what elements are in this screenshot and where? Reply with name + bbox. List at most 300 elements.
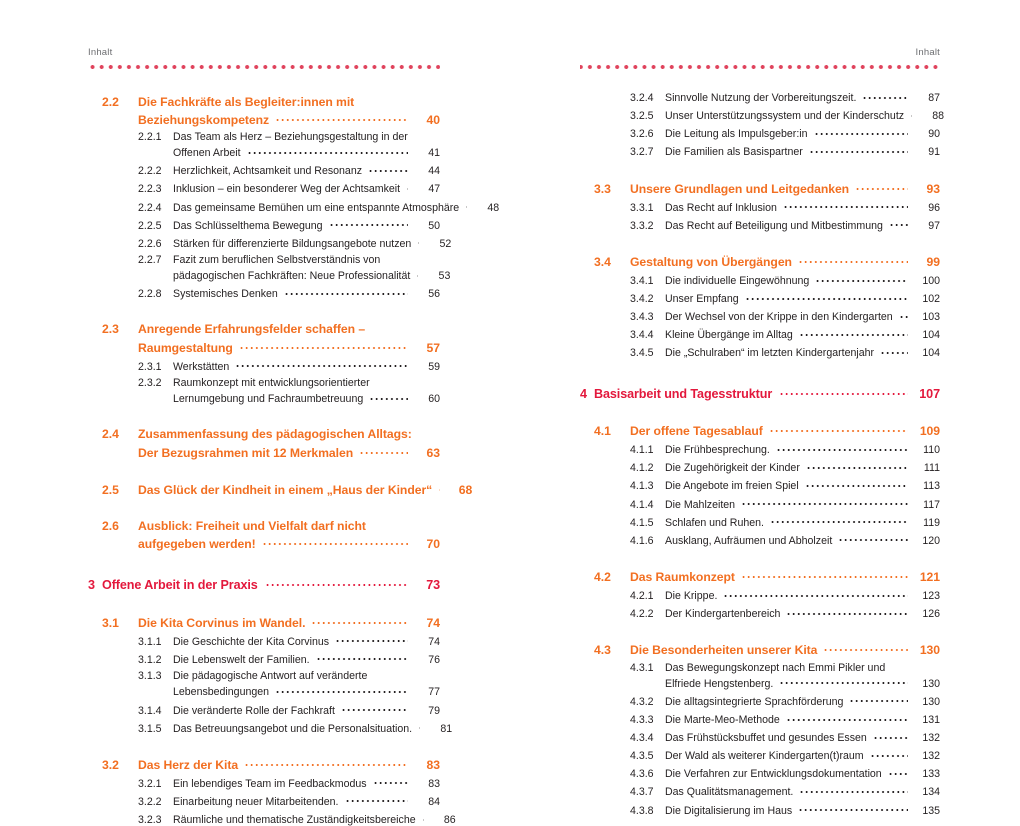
toc-entry-page-number: 130 (910, 696, 940, 708)
toc-entry-number: 3.2.6 (630, 128, 665, 140)
toc-entry-body (665, 515, 940, 529)
toc-entry-number: 2.6 (102, 519, 138, 533)
leader-dots (463, 200, 469, 211)
leader-dots (860, 91, 910, 102)
toc-entry-2-2[interactable] (88, 95, 440, 127)
toc-entry-body (665, 785, 940, 799)
toc-entry-body (173, 652, 440, 666)
toc-entry-body (173, 359, 440, 373)
toc-entry-page-number: 86 (426, 814, 456, 826)
toc-entry-4-1-6[interactable] (580, 533, 940, 547)
toc-entry-body (665, 200, 940, 214)
toc-entry-page-number: 79 (410, 705, 440, 717)
toc-entry-body (665, 346, 940, 360)
toc-entry-number: 3.4 (594, 255, 630, 269)
toc-entry-title: Die „Schulraben“ im letzten Kindergartenjahr (665, 347, 878, 359)
toc-entry-number: 4.1.1 (630, 444, 665, 456)
toc-entry-title-continued: Der Bezugsrahmen mit 12 Merkmalen (138, 446, 357, 460)
toc-entry-page-number: 90 (910, 128, 940, 140)
toc-entry-body (665, 109, 940, 123)
toc-entry-body (665, 479, 940, 493)
toc-entry-4-1[interactable] (580, 423, 940, 438)
toc-entry-body (173, 670, 440, 698)
toc-entry-4-3-8[interactable] (580, 803, 940, 817)
toc-entry-number: 4.3.4 (630, 732, 665, 744)
toc-entry-number: 4.2 (594, 570, 630, 584)
toc-entry-number: 2.2.3 (138, 183, 173, 195)
toc-entry-page-number: 68 (442, 483, 472, 497)
toc-entry-body (173, 794, 440, 808)
toc-entry-3-2-2[interactable] (88, 794, 440, 808)
toc-entry-3-2-4[interactable] (580, 91, 940, 105)
toc-entry-title: Die Zugehörigkeit der Kinder (665, 462, 804, 474)
toc-entry-2-2-7[interactable] (88, 254, 440, 282)
toc-entry-title: Systemisches Denken (173, 288, 282, 300)
toc-entry-4-3-5[interactable] (580, 749, 940, 763)
toc-entry-page-number: 120 (910, 535, 940, 547)
toc-entry-page-number: 93 (910, 182, 940, 196)
toc-entry-page-number: 123 (910, 590, 940, 602)
toc-entry-number: 3.2.2 (138, 796, 173, 808)
toc-entry-3-3-1[interactable] (580, 200, 940, 214)
leader-dots (774, 443, 910, 454)
toc-entry-number: 3 (88, 578, 102, 592)
toc-entry-number: 3.1.5 (138, 723, 173, 735)
toc-entry-body (665, 607, 940, 621)
toc-entry-page-number: 130 (910, 678, 940, 690)
leader-dots (768, 515, 910, 526)
leader-dots (414, 269, 420, 280)
toc-entry-title: Die individuelle Eingewöhnung (665, 275, 813, 287)
leader-dots (436, 482, 442, 494)
toc-entry-title: Anregende Erfahrungsfelder schaffen – (138, 322, 369, 336)
leader-dots (797, 328, 910, 339)
leader-dots (807, 145, 910, 156)
toc-entry-title: Werkstätten (173, 361, 233, 373)
toc-entry-page-number: 57 (410, 341, 440, 355)
toc-entry-page-number: 53 (420, 270, 450, 282)
toc-entry-body (594, 385, 940, 401)
toc-entry-body (173, 236, 440, 250)
toc-entry-page-number: 121 (910, 570, 940, 584)
toc-entry-title: Der offene Tagesablauf (630, 424, 767, 438)
left-page (0, 0, 510, 713)
toc-entry-page-number: 60 (410, 393, 440, 405)
toc-entry-3-3[interactable] (580, 180, 940, 195)
toc-entry-number: 4.2.2 (630, 608, 665, 620)
toc-entry-body (630, 423, 940, 438)
toc-entry-page-number: 109 (910, 424, 940, 438)
toc-entry-4-3-7[interactable] (580, 785, 940, 799)
leader-dots (371, 776, 410, 787)
toc-entry-number: 3.3 (594, 182, 630, 196)
toc-entry-number: 4.3.2 (630, 696, 665, 708)
toc-entry-number: 4.1.4 (630, 499, 665, 511)
toc-entry-body (173, 131, 440, 159)
toc-entry-body (665, 127, 940, 141)
toc-list-left (88, 95, 440, 826)
toc-entry-3-4-4[interactable] (580, 328, 940, 342)
toc-entry-number: 4.3.8 (630, 805, 665, 817)
toc-entry-page-number: 84 (410, 796, 440, 808)
toc-entry-page-number: 132 (910, 750, 940, 762)
toc-entry-4-1-3[interactable] (580, 479, 940, 493)
toc-entry-title: Räumliche und thematische Zuständigkeitsbereiche (173, 814, 420, 826)
toc-entry-4-1-1[interactable] (580, 443, 940, 457)
toc-entry-3-2-3[interactable] (88, 813, 440, 826)
toc-entry-number: 2.3.2 (138, 377, 173, 389)
leader-dots (777, 385, 910, 398)
toc-entry-number: 3.4.3 (630, 311, 665, 323)
toc-entry-page-number: 52 (421, 238, 451, 250)
toc-entry-body (138, 322, 440, 354)
leader-dots (777, 676, 910, 687)
toc-entry-title: Das Glück der Kindheit in einem „Haus der Kinder“ (138, 483, 436, 497)
toc-entry-2-2-5[interactable] (88, 218, 440, 232)
toc-entry-2-5[interactable] (88, 482, 440, 497)
toc-entry-number: 3.4.1 (630, 275, 665, 287)
toc-entry-title-continued: Lebensbedingungen (173, 686, 273, 698)
leader-dots (260, 536, 410, 548)
toc-entry-2-4[interactable] (88, 427, 440, 459)
toc-entry-3-2-1[interactable] (88, 776, 440, 790)
toc-entry-2-3[interactable] (88, 322, 440, 354)
toc-entry-title: Inklusion – ein besonderer Weg der Achtsamkeit (173, 183, 404, 195)
leader-dots (314, 652, 410, 663)
toc-entry-title-continued: pädagogischen Fachkräften: Neue Professionalität (173, 270, 414, 282)
toc-entry-body (665, 292, 940, 306)
toc-entry-page-number: 87 (910, 92, 940, 104)
toc-entry-page-number: 102 (910, 293, 940, 305)
running-head-right: Inhalt (580, 0, 940, 58)
toc-entry-title: Die pädagogische Antwort auf veränderte (173, 670, 371, 682)
leader-dots (796, 254, 910, 266)
toc-entry-number: 4.3.6 (630, 768, 665, 780)
toc-entry-title-continued: aufgegeben werden! (138, 537, 260, 551)
toc-entry-number: 2.2.1 (138, 131, 173, 143)
toc-entry-3-2-6[interactable] (580, 127, 940, 141)
leader-dots (878, 346, 910, 357)
toc-entry-title: Die Mahlzeiten (665, 499, 739, 511)
toc-entry-title: Unser Empfang (665, 293, 743, 305)
toc-entry-body (630, 180, 940, 195)
toc-entry-page-number: 135 (910, 805, 940, 817)
toc-entry-page-number: 111 (910, 462, 940, 474)
leader-dots (721, 588, 910, 599)
leader-dots (804, 461, 910, 472)
toc-entry-title: Das Qualitätsmanagement. (665, 786, 797, 798)
toc-entry-title: Die Angebote im freien Spiel (665, 480, 803, 492)
toc-entry-title: Das Raumkonzept (630, 570, 739, 584)
toc-entry-body (102, 577, 440, 593)
toc-entry-4-2[interactable] (580, 569, 940, 584)
leader-dots (242, 757, 410, 769)
toc-entry-page-number: 132 (910, 732, 940, 744)
toc-entry-3-4-3[interactable] (580, 310, 940, 324)
toc-entry-3-4[interactable] (580, 254, 940, 269)
toc-entry-number: 3.1.2 (138, 654, 173, 666)
toc-entry-number: 4.3.5 (630, 750, 665, 762)
toc-entry-number: 2.2 (102, 95, 138, 109)
toc-entry-number: 2.2.2 (138, 165, 173, 177)
toc-entry-number: 2.3 (102, 322, 138, 336)
toc-entry-page-number: 83 (410, 778, 440, 790)
toc-entry-body (630, 254, 940, 269)
toc-entry-number: 3.4.2 (630, 293, 665, 305)
toc-entry-page-number: 104 (910, 329, 940, 341)
leader-dots (868, 749, 910, 760)
toc-entry-number: 3.2.4 (630, 92, 665, 104)
toc-entry-page-number: 41 (410, 147, 440, 159)
toc-entry-body (173, 200, 440, 214)
leader-dots (327, 218, 410, 229)
toc-entry-number: 2.5 (102, 483, 138, 497)
toc-entry-2-2-6[interactable] (88, 236, 440, 250)
toc-entry-body (665, 273, 940, 287)
toc-entry-3-2[interactable] (88, 757, 440, 772)
toc-entry-number: 2.2.5 (138, 220, 173, 232)
leader-dots (836, 533, 910, 544)
toc-entry-page-number: 74 (410, 636, 440, 648)
toc-entry-3-1-3[interactable] (88, 670, 440, 698)
toc-entry-body (173, 377, 440, 405)
toc-entry-2-3-1[interactable] (88, 359, 440, 373)
toc-entry-3-4-5[interactable] (580, 346, 940, 360)
leader-dots (420, 813, 426, 824)
toc-entry-title: Die Leitung als Impulsgeber:in (665, 128, 812, 140)
toc-entry-title-continued: Elfriede Hengstenberg. (665, 678, 777, 690)
toc-entry-4-2-1[interactable] (580, 588, 940, 602)
leader-dots (821, 642, 910, 654)
toc-entry-title: Ein lebendiges Team im Feedbackmodus (173, 778, 371, 790)
toc-entry-2-2-2[interactable] (88, 164, 440, 178)
toc-entry-3-2-5[interactable] (580, 109, 940, 123)
toc-entry-page-number: 73 (410, 578, 440, 592)
toc-entry-title: Unsere Grundlagen und Leitgedanken (630, 182, 853, 196)
toc-entry-4-3-4[interactable] (580, 731, 940, 745)
toc-entry-number: 3.2.1 (138, 778, 173, 790)
toc-entry-3[interactable] (88, 577, 440, 593)
toc-entry-body (665, 749, 940, 763)
toc-entry-title: Basisarbeit und Tagesstruktur (594, 387, 777, 401)
toc-entry-body (173, 218, 440, 232)
toc-entry-title: Das Schlüsselthema Bewegung (173, 220, 327, 232)
leader-dots (908, 109, 914, 120)
toc-entry-body (630, 569, 940, 584)
toc-entry-body (665, 588, 940, 602)
toc-entry-title: Das Recht auf Beteiligung und Mitbestimmung (665, 220, 887, 232)
leader-dots (357, 444, 410, 456)
toc-entry-4-1-2[interactable] (580, 461, 940, 475)
toc-entry-page-number: 103 (910, 311, 940, 323)
toc-entry-page-number: 113 (910, 480, 940, 492)
toc-entry-page-number: 117 (910, 499, 940, 511)
leader-dots (415, 236, 421, 247)
toc-entry-3-1-1[interactable] (88, 634, 440, 648)
toc-entry-number: 4 (580, 387, 594, 401)
toc-entry-body (665, 713, 940, 727)
toc-entry-number: 4.2.1 (630, 590, 665, 602)
toc-entry-title: Ausklang, Aufräumen und Abholzeit (665, 535, 836, 547)
toc-entry-number: 3.2.3 (138, 814, 173, 826)
toc-entry-body (665, 731, 940, 745)
leader-dots (367, 392, 410, 403)
toc-entry-body (665, 533, 940, 547)
toc-entry-body (665, 662, 940, 690)
toc-entry-title: Unser Unterstützungssystem und der Kinderschutz (665, 110, 908, 122)
leader-dots (343, 794, 411, 805)
toc-entry-title: Die Frühbesprechung. (665, 444, 774, 456)
leader-dots (784, 607, 910, 618)
toc-entry-number: 3.1.1 (138, 636, 173, 648)
toc-entry-page-number: 134 (910, 786, 940, 798)
toc-entry-body (138, 427, 440, 459)
toc-entry-body (173, 776, 440, 790)
leader-dots (743, 292, 910, 303)
toc-entry-body (138, 482, 440, 497)
toc-list-right (580, 91, 940, 817)
toc-entry-title: Das Herz der Kita (138, 758, 242, 772)
toc-entry-2-6[interactable] (88, 519, 440, 551)
toc-entry-number: 4.1.6 (630, 535, 665, 547)
toc-entry-page-number: 40 (410, 113, 440, 127)
toc-entry-page-number: 56 (410, 288, 440, 300)
toc-entry-title: Fazit zum beruflichen Selbstverständnis von (173, 254, 384, 266)
toc-entry-page-number: 83 (410, 758, 440, 772)
toc-entry-3-4-2[interactable] (580, 292, 940, 306)
toc-entry-number: 3.2.7 (630, 146, 665, 158)
leader-dots (803, 479, 910, 490)
toc-entry-body (173, 164, 440, 178)
leader-dots (887, 218, 910, 229)
toc-entry-page-number: 59 (410, 361, 440, 373)
toc-entry-number: 3.4.5 (630, 347, 665, 359)
toc-entry-title: Die veränderte Rolle der Fachkraft (173, 705, 339, 717)
toc-entry-title: Das gemeinsame Bemühen um eine entspannte Atmosphäre (173, 202, 463, 214)
toc-entry-body (665, 767, 940, 781)
toc-entry-title-continued: Offenen Arbeit (173, 147, 245, 159)
toc-entry-body (173, 287, 440, 301)
toc-entry-page-number: 130 (910, 643, 940, 657)
toc-entry-page-number: 70 (410, 537, 440, 551)
toc-entry-title: Ausblick: Freiheit und Vielfalt darf nicht (138, 519, 370, 533)
toc-entry-number: 4.3 (594, 643, 630, 657)
toc-entry-title: Schlafen und Ruhen. (665, 517, 768, 529)
toc-entry-number: 2.2.6 (138, 238, 173, 250)
toc-entry-page-number: 133 (910, 768, 940, 780)
toc-entry-body (665, 91, 940, 105)
right-page (510, 0, 1020, 713)
toc-entry-page-number: 81 (422, 723, 452, 735)
leader-dots (245, 146, 410, 157)
toc-entry-2-2-8[interactable] (88, 287, 440, 301)
toc-entry-number: 3.3.1 (630, 202, 665, 214)
toc-entry-4-2-2[interactable] (580, 607, 940, 621)
toc-entry-number: 2.2.8 (138, 288, 173, 300)
toc-entry-4-3-6[interactable] (580, 767, 940, 781)
toc-entry-page-number: 50 (410, 220, 440, 232)
toc-entry-title-continued: Beziehungskompetenz (138, 113, 273, 127)
toc-entry-title: Sinnvolle Nutzung der Vorbereitungszeit. (665, 92, 860, 104)
toc-entry-number: 3.2 (102, 758, 138, 772)
toc-entry-2-2-1[interactable] (88, 131, 440, 159)
toc-entry-title: Zusammenfassung des pädagogischen Alltags: (138, 427, 416, 441)
toc-entry-2-3-2[interactable] (88, 377, 440, 405)
toc-entry-4[interactable] (580, 385, 940, 401)
toc-entry-title: Die Besonderheiten unserer Kita (630, 643, 821, 657)
toc-entry-title: Offene Arbeit in der Praxis (102, 578, 263, 592)
toc-entry-4-1-5[interactable] (580, 515, 940, 529)
toc-entry-title: Herzlichkeit, Achtsamkeit und Resonanz (173, 165, 366, 177)
toc-entry-3-1-4[interactable] (88, 703, 440, 717)
leader-dots (404, 182, 410, 193)
toc-entry-number: 4.1.5 (630, 517, 665, 529)
toc-entry-body (173, 182, 440, 196)
toc-entry-page-number: 110 (910, 444, 940, 456)
toc-entry-body (138, 614, 440, 629)
toc-entry-2-2-3[interactable] (88, 182, 440, 196)
toc-entry-title-continued: Lernumgebung und Fachraumbetreuung (173, 393, 367, 405)
toc-entry-page-number: 47 (410, 183, 440, 195)
toc-entry-number: 4.3.7 (630, 786, 665, 798)
leader-dots (813, 273, 910, 284)
toc-entry-page-number: 44 (410, 165, 440, 177)
toc-entry-body (138, 757, 440, 772)
toc-entry-page-number: 76 (410, 654, 440, 666)
toc-entry-3-1-2[interactable] (88, 652, 440, 666)
toc-entry-page-number: 88 (914, 110, 944, 122)
toc-entry-number: 3.4.4 (630, 329, 665, 341)
leader-dots (273, 112, 410, 124)
toc-entry-4-3[interactable] (580, 642, 940, 657)
toc-entry-body (138, 95, 440, 127)
toc-entry-page-number: 119 (910, 517, 940, 529)
toc-entry-page-number: 107 (910, 387, 940, 401)
leader-dots (797, 785, 910, 796)
toc-entry-number: 3.1.3 (138, 670, 173, 682)
leader-dots (871, 731, 910, 742)
toc-entry-number: 2.2.7 (138, 254, 173, 266)
toc-entry-3-1[interactable] (88, 614, 440, 629)
header-dot-rule-right (580, 65, 940, 69)
leader-dots (416, 721, 422, 732)
leader-dots (853, 180, 910, 192)
leader-dots (847, 694, 910, 705)
toc-entry-4-3-3[interactable] (580, 713, 940, 727)
toc-entry-number: 3.1.4 (138, 705, 173, 717)
leader-dots (233, 359, 410, 370)
toc-entry-page-number: 100 (910, 275, 940, 287)
toc-entry-2-2-4[interactable] (88, 200, 440, 214)
toc-entry-4-3-1[interactable] (580, 662, 940, 690)
toc-entry-4-1-4[interactable] (580, 497, 940, 511)
toc-entry-title: Die Krippe. (665, 590, 721, 602)
toc-entry-page-number: 104 (910, 347, 940, 359)
toc-entry-title: Der Kindergartenbereich (665, 608, 784, 620)
toc-entry-title: Raumkonzept mit entwicklungsorientierter (173, 377, 374, 389)
toc-entry-3-4-1[interactable] (580, 273, 940, 287)
toc-entry-number: 2.4 (102, 427, 138, 441)
toc-entry-4-3-2[interactable] (580, 694, 940, 708)
toc-entry-number: 2.2.4 (138, 202, 173, 214)
toc-entry-3-3-2[interactable] (580, 218, 940, 232)
toc-entry-number: 4.1 (594, 424, 630, 438)
leader-dots (739, 569, 910, 581)
toc-entry-3-2-7[interactable] (580, 145, 940, 159)
toc-entry-body (665, 145, 940, 159)
toc-entry-page-number: 91 (910, 146, 940, 158)
toc-entry-3-1-5[interactable] (88, 721, 440, 735)
